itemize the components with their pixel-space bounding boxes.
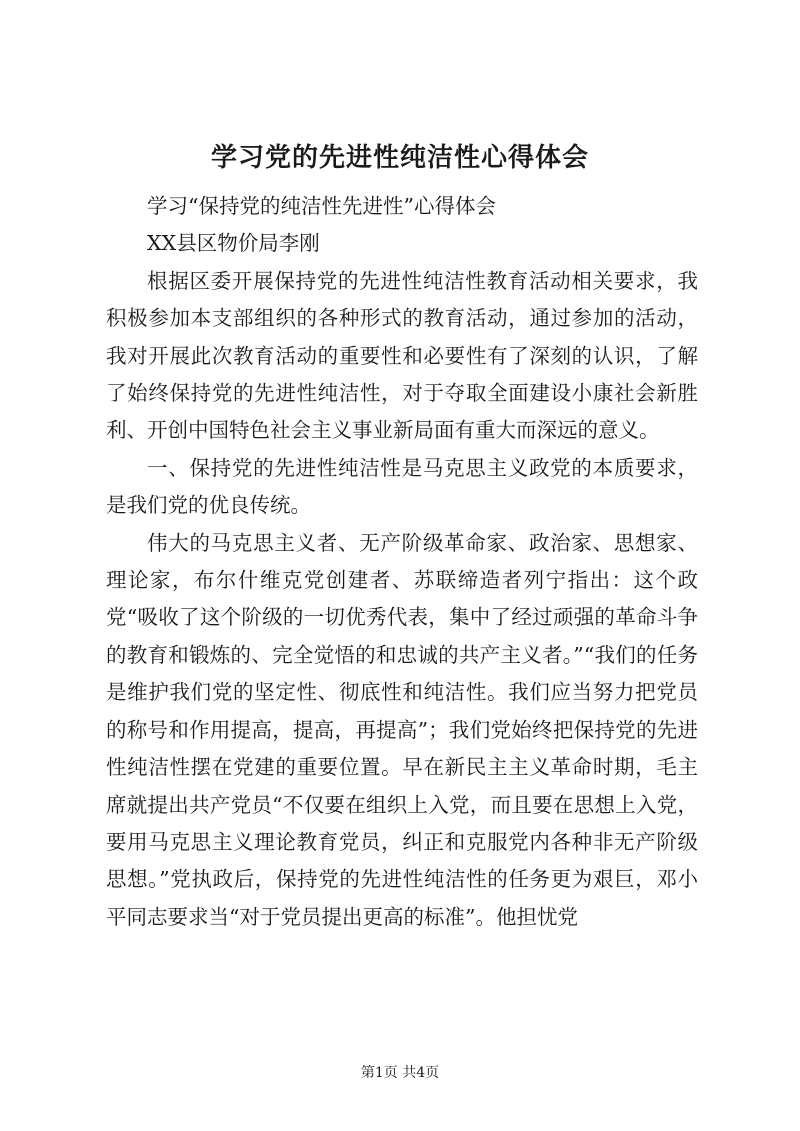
- document-title: 学习党的先进性纯洁性心得体会: [210, 143, 589, 173]
- paragraph-subtitle: 学习“保持党的纯洁性先进性”心得体会: [147, 194, 496, 218]
- paragraph-author: XX县区物价局李刚: [147, 231, 320, 256]
- paragraph-section-one-heading: 一、保持党的先进性纯洁性是马克思主义政党的本质要求，是我们党的优良传统。: [106, 455, 698, 518]
- document-body: [106, 188, 698, 936]
- paragraph-intro: 根据区委开展保持党的先进性纯洁性教育活动相关要求，我积极参加本支部组织的各种形式的教育活动，通过参加的活动，我对开展此次教育活动的重要性和必要性有了深刻的认识，了解了始终保持党的先进性纯洁性，对于夺取全面建设小康社会新胜利、开创中国特色社会主义事业新局面有重大而深远的意义。: [106, 268, 698, 443]
- page-footer: 第1页 共4页: [360, 1065, 440, 1081]
- paragraph-body: 伟大的马克思主义者、无产阶级革命家、政治家、思想家、理论家，布尔什维克党创建者、苏联缔造者列宁指出：这个政党“吸收了这个阶级的一切优秀代表，集中了经过顽强的革命斗争的教育和锻炼的、完全觉悟的和忠诚的共产主义者。”“我们的任务是维护我们党的坚定性、彻底性和纯洁性。我们应当努力把党员的称号和作用提高，提高，再提高”；我们党始终把保持党的先进性纯洁性摆在党建的重要位置。早在新民主主义革命时期，毛主席就提出共产党员“不仅要在组织上入党，而且要在思想上入党，要用马克思主义理论教育党员，纠正和克服党内各种非无产阶级思想。”党执政后，保持党的先进性纯洁性的任务更为艰巨，邓小平同志要求当“对于党员提出更高的标准”。他担忧党: [106, 530, 698, 929]
